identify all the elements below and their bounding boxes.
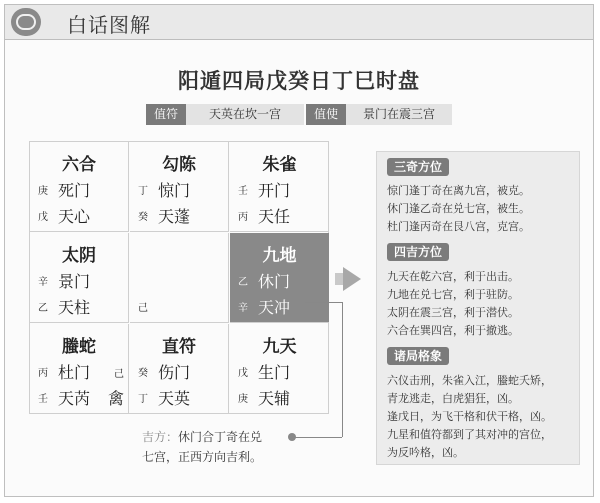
jifang-line1: 休门合丁奇在兑 (178, 430, 263, 444)
god-label: 九地 (262, 246, 297, 266)
god-label: 九天 (262, 337, 297, 357)
chart-title: 阳遁四局戊癸日丁巳时盘 (178, 69, 420, 93)
siji-line: 太阴在震三宫，利于潜伏。 (387, 306, 519, 319)
door-row (138, 178, 190, 201)
heaven-stem: 丁 (138, 186, 148, 197)
siji-section-title: 四吉方位 (387, 243, 449, 261)
right-arrow-icon (343, 267, 361, 291)
god-label: 朱雀 (262, 155, 297, 175)
geju-section-title: 诸局格象 (387, 347, 449, 365)
door-row (38, 360, 90, 383)
earth-stem: 壬 (38, 394, 48, 405)
god-label: 六合 (62, 155, 96, 175)
heaven-stem: 癸 (138, 368, 148, 379)
star-row (38, 386, 90, 409)
connector-line (305, 302, 342, 303)
earth-stem: 癸 (138, 212, 148, 223)
heaven-stem: 辛 (38, 277, 48, 288)
earth-stem: 乙 (38, 303, 48, 314)
heaven-stem: 壬 (238, 186, 248, 197)
door-row (238, 178, 290, 201)
connector-line (293, 437, 342, 438)
zhifu-value: 天英在坎一宫 (186, 104, 304, 125)
earth-stem: 戊 (38, 212, 48, 223)
palace-qian-6 (230, 324, 329, 414)
door-name: 死门 (58, 181, 91, 200)
palace-dui-7 (230, 233, 329, 323)
star-name: 天任 (258, 207, 291, 226)
star-row (138, 386, 190, 409)
heaven-stem: 丙 (38, 368, 48, 379)
palace-xun-4 (30, 142, 129, 232)
sanqi-line: 杜门逢丙奇在艮八宫，克宫。 (387, 220, 530, 233)
earth-stem: 辛 (238, 303, 248, 314)
door-name: 景门 (58, 272, 91, 291)
palace-center-5 (130, 233, 229, 323)
door-name: 生门 (258, 363, 291, 382)
god-label: 直符 (162, 337, 196, 357)
header-bar (5, 5, 593, 40)
heaven-stem: 戊 (238, 368, 248, 379)
god-label: 太阴 (62, 246, 96, 266)
earth-stem: 丁 (138, 394, 148, 405)
siji-line: 六合在巽四宫，利于撤逃。 (387, 324, 519, 337)
star-name: 天蓬 (158, 207, 191, 226)
auspicious-direction-note (142, 427, 262, 467)
heaven-stem: 庚 (38, 186, 48, 197)
zhifu-label: 值符 (146, 104, 186, 125)
palace-kan-1 (130, 324, 229, 414)
jifang-line2: 七宫，正西方向吉利。 (142, 450, 263, 464)
extra-star: 禽 (108, 389, 125, 408)
geju-line: 六仪击刑，朱雀入江，螣蛇夭矫， (387, 374, 552, 387)
geju-line: 为反吟格，凶。 (387, 446, 464, 459)
door-name: 杜门 (58, 363, 91, 382)
page-frame (4, 4, 594, 497)
heaven-stem: 乙 (238, 277, 248, 288)
door-name: 伤门 (158, 363, 191, 382)
star-name: 天冲 (258, 298, 291, 317)
earth-stem: 丙 (238, 212, 248, 223)
star-row (138, 204, 190, 227)
star-name: 天心 (58, 207, 91, 226)
center-stem: 己 (138, 303, 148, 314)
star-row (238, 386, 290, 409)
star-row (238, 295, 290, 318)
door-row (138, 360, 190, 383)
earth-stem: 庚 (238, 394, 248, 405)
analysis-panel (376, 151, 580, 465)
door-row (38, 269, 90, 292)
door-row (238, 269, 290, 292)
jifang-label: 吉方： (142, 430, 179, 444)
god-label: 勾陈 (162, 155, 196, 175)
god-label: 螣蛇 (62, 337, 96, 357)
door-name: 惊门 (158, 181, 191, 200)
book-logo-icon (11, 8, 41, 36)
geju-line: 逢戊日，为飞干格和伏干格，凶。 (387, 410, 552, 423)
palace-li-9 (130, 142, 229, 232)
siji-line: 九天在乾六宫，利于出击。 (387, 270, 519, 283)
star-name: 天辅 (258, 389, 291, 408)
siji-line: 九地在兑七宫，利于驻防。 (387, 288, 519, 301)
star-name: 天柱 (58, 298, 91, 317)
sanqi-line: 休门逢乙奇在兑七宫，被生。 (387, 202, 530, 215)
header-title: 白话图解 (67, 13, 151, 37)
sanqi-line: 惊门逢丁奇在离九宫，被克。 (387, 184, 530, 197)
door-name: 开门 (258, 181, 291, 200)
star-name: 天芮 (58, 389, 91, 408)
door-row (238, 360, 290, 383)
palace-gen-8 (30, 324, 129, 414)
nine-palace-grid (29, 141, 329, 414)
extra-stem: 己 (114, 369, 124, 380)
sanqi-section-title: 三奇方位 (387, 158, 449, 176)
door-row (38, 178, 90, 201)
star-name: 天英 (158, 389, 191, 408)
star-row (238, 204, 290, 227)
geju-line: 青龙逃走，白虎猖狂，凶。 (387, 392, 519, 405)
star-row (38, 295, 90, 318)
door-name: 休门 (258, 272, 291, 291)
geju-line: 九星和值符都到了其对冲的宫位， (387, 428, 552, 441)
star-row (38, 204, 90, 227)
palace-zhen-3 (30, 233, 129, 323)
connector-line (342, 302, 343, 437)
palace-kun-2 (230, 142, 329, 232)
connector-dot-icon (288, 433, 296, 441)
zhishi-value: 景门在震三宫 (346, 104, 452, 125)
zhishi-label: 值使 (306, 104, 346, 125)
